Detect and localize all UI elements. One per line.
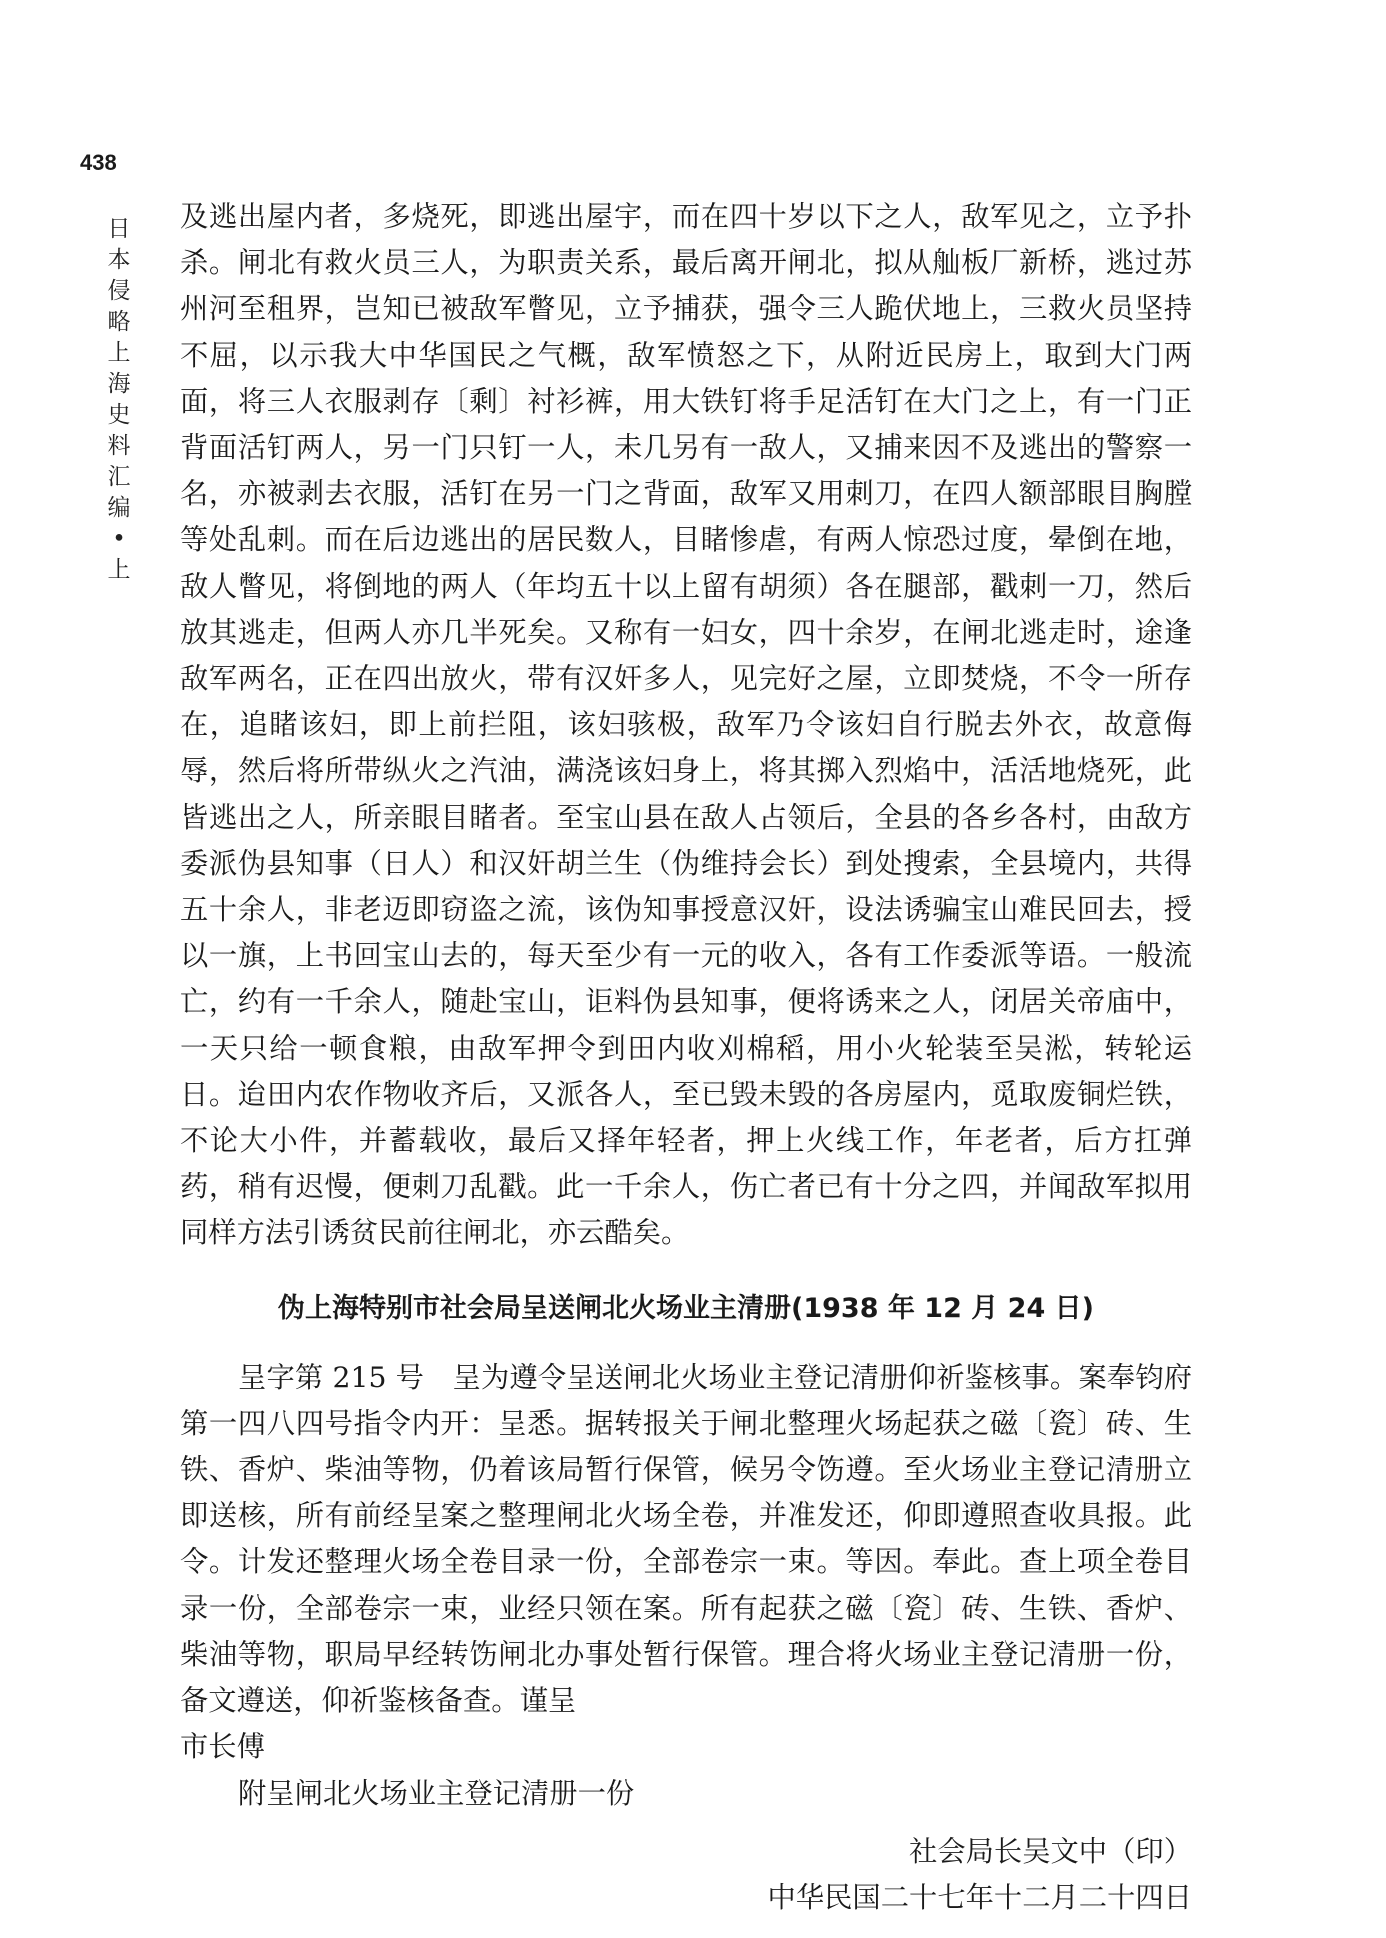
page-content	[180, 194, 1192, 1921]
signature-block	[180, 1829, 1192, 1921]
addressee-line: 市长傅	[180, 1730, 265, 1764]
running-head: 日本侵略上海史料汇编•上	[107, 216, 131, 583]
section-title: 伪上海特别市社会局呈送闸北火场业主清册(1938 年 12 月 24 日)	[278, 1292, 1094, 1324]
attachment-line: 附呈闸北火场业主登记清册一份	[238, 1776, 635, 1810]
continued-paragraph: 及逃出屋内者，多烧死，即逃出屋宇，而在四十岁以下之人，敌军见之，立予扑杀。闸北有救火员三人，为职责关系，最后离开闸北，拟从舢板厂新桥，逃过苏州河至租界，岂知已被敌军瞥见，立予捕获，强令三人跪伏地上，三救火员坚持不屈，以示我大中华国民之气概，敌军愤怒之下，从附近民房上，取到大门两面，将三人衣服剥存〔剩〕衬衫裤，用大铁钉将手足活钉在大门之上，有一门正背面活钉两人，另一门只钉一人，未几另有一敌人，又捕来因不及逃出的警察一名，亦被剥去衣服，活钉在另一门之背面，敌军又用刺刀，在四人额部眼目胸膛等处乱刺。而在后边逃出的居民数人，目睹惨虐，有两人惊恐过度，晕倒在地，敌人瞥见，将倒地的两人（年均五十以上留有胡须）各在腿部，戳刺一刀，然后放其逃走，但两人亦几半死矣。又称有一妇女，四十余岁，在闸北逃走时，途逢敌军两名，正在四出放火，带有汉奸多人，见完好之屋，立即焚烧，不令一所存在，追睹该妇，即上前拦阻，该妇骇极，敌军乃令该妇自行脱去外衣，故意侮辱，然后将所带纵火之汽油，满浇该妇身上，将其掷入烈焰中，活活地烧死，此皆逃出之人，所亲眼目睹者。至宝山县在敌人占领后，全县的各乡各村，由敌方委派伪县知事（日人）和汉奸胡兰生（伪维持会长）到处搜索，全县境内，共得五十余人，非老迈即窃盗之流，该伪知事授意汉奸，设法诱骗宝山难民回去，授以一旗，上书回宝山去的，每天至少有一元的收入，各有工作委派等语。一般流亡，约有一千余人，随赴宝山，讵料伪县知事，便将诱来之人，闭居关帝庙中，一天只给一顿食粮，由敌军押令到田内收刈棉稻，用小火轮装至吴淞，转轮运日。迨田内农作物收齐后，又派各人，至已毁未毁的各房屋内，觅取废铜烂铁，不论大小件，并蓄载收，最后又择年轻者，押上火线工作，年老者，后方扛弹药，稍有迟慢，便刺刀乱戳。此一千余人，伤亡者已有十分之四，并闻敌军拟用同样方法引诱贫民前往闸北，亦云酷矣。	[180, 200, 1192, 1250]
section-paragraph: 呈字第 215 号 呈为遵令呈送闸北火场业主登记清册仰祈鉴核事。案奉钧府第一四八四号指令内开：呈悉。据转报关于闸北整理火场起获之磁〔瓷〕砖、生铁、香炉、柴油等物，仍着该局暂行保管，候另令饬遵。至火场业主登记清册立即送核，所有前经呈案之整理闸北火场全卷，并准发还，仰即遵照查收具报。此令。计发还整理火场全卷目录一份，全部卷宗一束。等因。奉此。查上项全卷目录一份，全部卷宗一束，业经只领在案。所有起获之磁〔瓷〕砖、生铁、香炉、柴油等物，职局早经转饬闸北办事处暂行保管。理合将火场业主登记清册一份，备文遵送，仰祈鉴核备查。谨呈	[180, 1360, 1192, 1718]
page-number: 438	[80, 150, 117, 175]
signatory-line: 社会局长吴文中（印）	[909, 1834, 1192, 1868]
date-line: 中华民国二十七年十二月二十四日	[767, 1880, 1192, 1914]
